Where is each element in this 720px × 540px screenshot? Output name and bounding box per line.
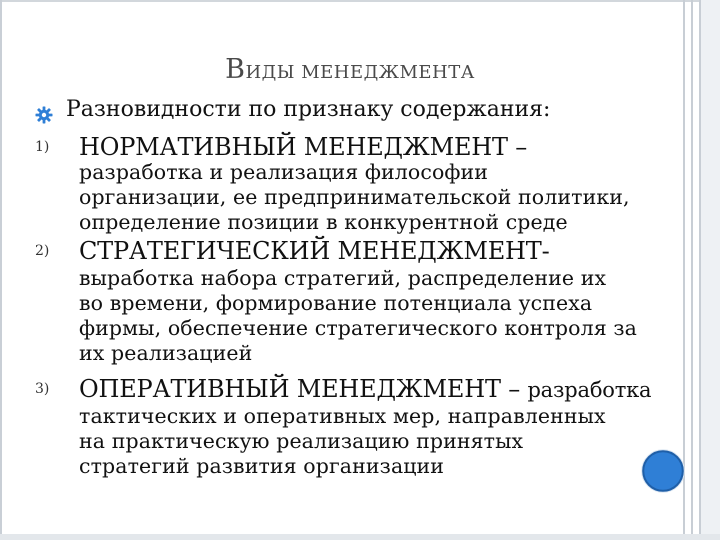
frame-top-line	[0, 0, 720, 2]
item-title	[79, 133, 527, 161]
decorative-circle-icon	[641, 449, 685, 493]
frame-left-line	[0, 0, 2, 540]
item-title-text: НОРМАТИВНЫЙ МЕНЕДЖМЕНТ –	[79, 133, 528, 161]
item-number: 2)	[35, 243, 50, 259]
frame-right-line	[699, 0, 701, 540]
item-number: 3)	[35, 381, 50, 397]
frame-right-line	[691, 0, 693, 540]
list-item	[35, 375, 675, 485]
item-title	[79, 375, 651, 403]
title-rest: ИДЫ МЕНЕДЖМЕНТА	[245, 62, 475, 83]
title-initial: В	[225, 54, 246, 85]
item-title-text: СТРАТЕГИЧЕСКИЙ МЕНЕДЖМЕНТ-	[79, 237, 550, 265]
item-description: выработка набора стратегий, распределение их во времени, формирование потенциала успеха фирмы, обеспечение стратегического контроля за их реализацией	[79, 266, 637, 365]
gear-bullet-icon	[35, 106, 53, 124]
item-description: разработка и реализация философии организации, ее предпринимательской политики, определение позиции в конкурентной среде	[79, 160, 630, 234]
subtitle: Разновидности по признаку содержания:	[66, 97, 551, 122]
frame-bottom-band	[0, 534, 720, 540]
slide-title	[120, 54, 580, 85]
item-title	[79, 237, 550, 265]
item-title-text: ОПЕРАТИВНЫЙ МЕНЕДЖМЕНТ –	[79, 375, 528, 403]
item-number: 1)	[35, 139, 50, 155]
frame-right-panel	[701, 0, 720, 540]
item-description: тактических и оперативных мер, направленных на практическую реализацию принятых стратегий развития организации	[79, 404, 606, 478]
list-item	[35, 237, 675, 372]
item-title-tail: разработка	[527, 378, 652, 402]
list-item	[35, 133, 675, 243]
